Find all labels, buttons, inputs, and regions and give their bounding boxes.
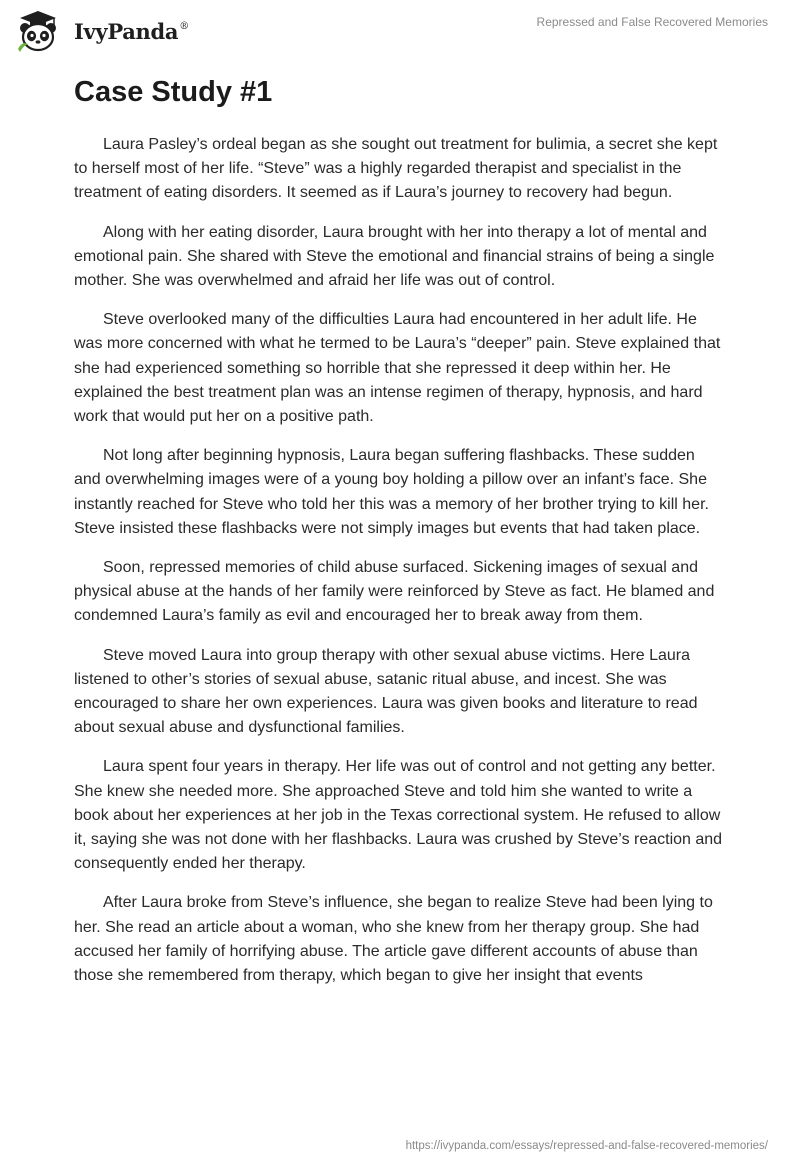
brand-text: IvyPanda (74, 19, 179, 44)
paragraph: Steve moved Laura into group therapy with other sexual abuse victims. Here Laura listened to other’s stories of sexual abuse, satanic ritual abuse, and incest. She was encouraged to share her own experiences. Laura was given books and literature to read about sexual abuse and dysfunctional families. (74, 646, 698, 737)
paragraph: After Laura broke from Steve’s influence, she began to realize Steve had been lying to her. She read an article about a woman, who she knew from her therapy group. She had accused her family of horrifying abuse. The article gave different accounts of abuse than those she remembered from therapy, which began to give her insight that events (74, 894, 713, 985)
paragraph: Along with her eating disorder, Laura brought with her into therapy a lot of mental and emotional pain. She shared with Steve the emotional and financial strains of being a single mother. She was overwhelmed and afraid her life was out of control. (74, 223, 715, 290)
page-header (0, 0, 800, 60)
panda-logo-icon[interactable] (14, 9, 62, 53)
paragraph: Laura spent four years in therapy. Her life was out of control and not getting any better. She knew she needed more. She approached Steve and told him she wanted to write a book about her experiences at her job in the Texas correctional system. He refused to allow it, saying she was not done with her flashbacks. Laura was crushed by Steve’s reaction and consequently ended her therapy. (74, 758, 723, 873)
registered-mark: ® (179, 21, 189, 32)
page-title: Case Study #1 (74, 76, 273, 108)
paragraph: Laura Pasley’s ordeal began as she sought out treatment for bulimia, a secret she kept to herself most of her life. “Steve” was a highly regarded therapist and specialist in the treatment of eating disorders. It seemed as if Laura’s journey to recovery had begun. (74, 136, 718, 202)
article-body (74, 72, 724, 1003)
document-title: Repressed and False Recovered Memories (536, 15, 768, 29)
brand-name[interactable] (74, 19, 189, 44)
paragraph: Steve overlooked many of the difficulties Laura had encountered in her adult life. He was more concerned with what he termed to be Laura’s “deeper” pain. Steve explained that she had experienced something so horrible that she repressed it deep within her. He explained the best treatment plan was an intense regimen of therapy, hypnosis, and hard work that would put her on a positive path. (74, 311, 721, 426)
source-url-link[interactable]: https://ivypanda.com/essays/repressed-and-false-recovered-memories/ (405, 1140, 768, 1152)
paragraph: Soon, repressed memories of child abuse surfaced. Sickening images of sexual and physical abuse at the hands of her family were reinforced by Steve as fact. He blamed and condemned Laura’s family as evil and encouraged her to break away from them. (74, 559, 715, 625)
paragraph: Not long after beginning hypnosis, Laura began suffering flashbacks. These sudden and overwhelming images were of a young boy holding a pillow over an infant’s face. She instantly reached for Steve who told her this was a memory of her brother trying to kill her. Steve insisted these flashbacks were not simply images but events that had taken place. (74, 447, 709, 537)
